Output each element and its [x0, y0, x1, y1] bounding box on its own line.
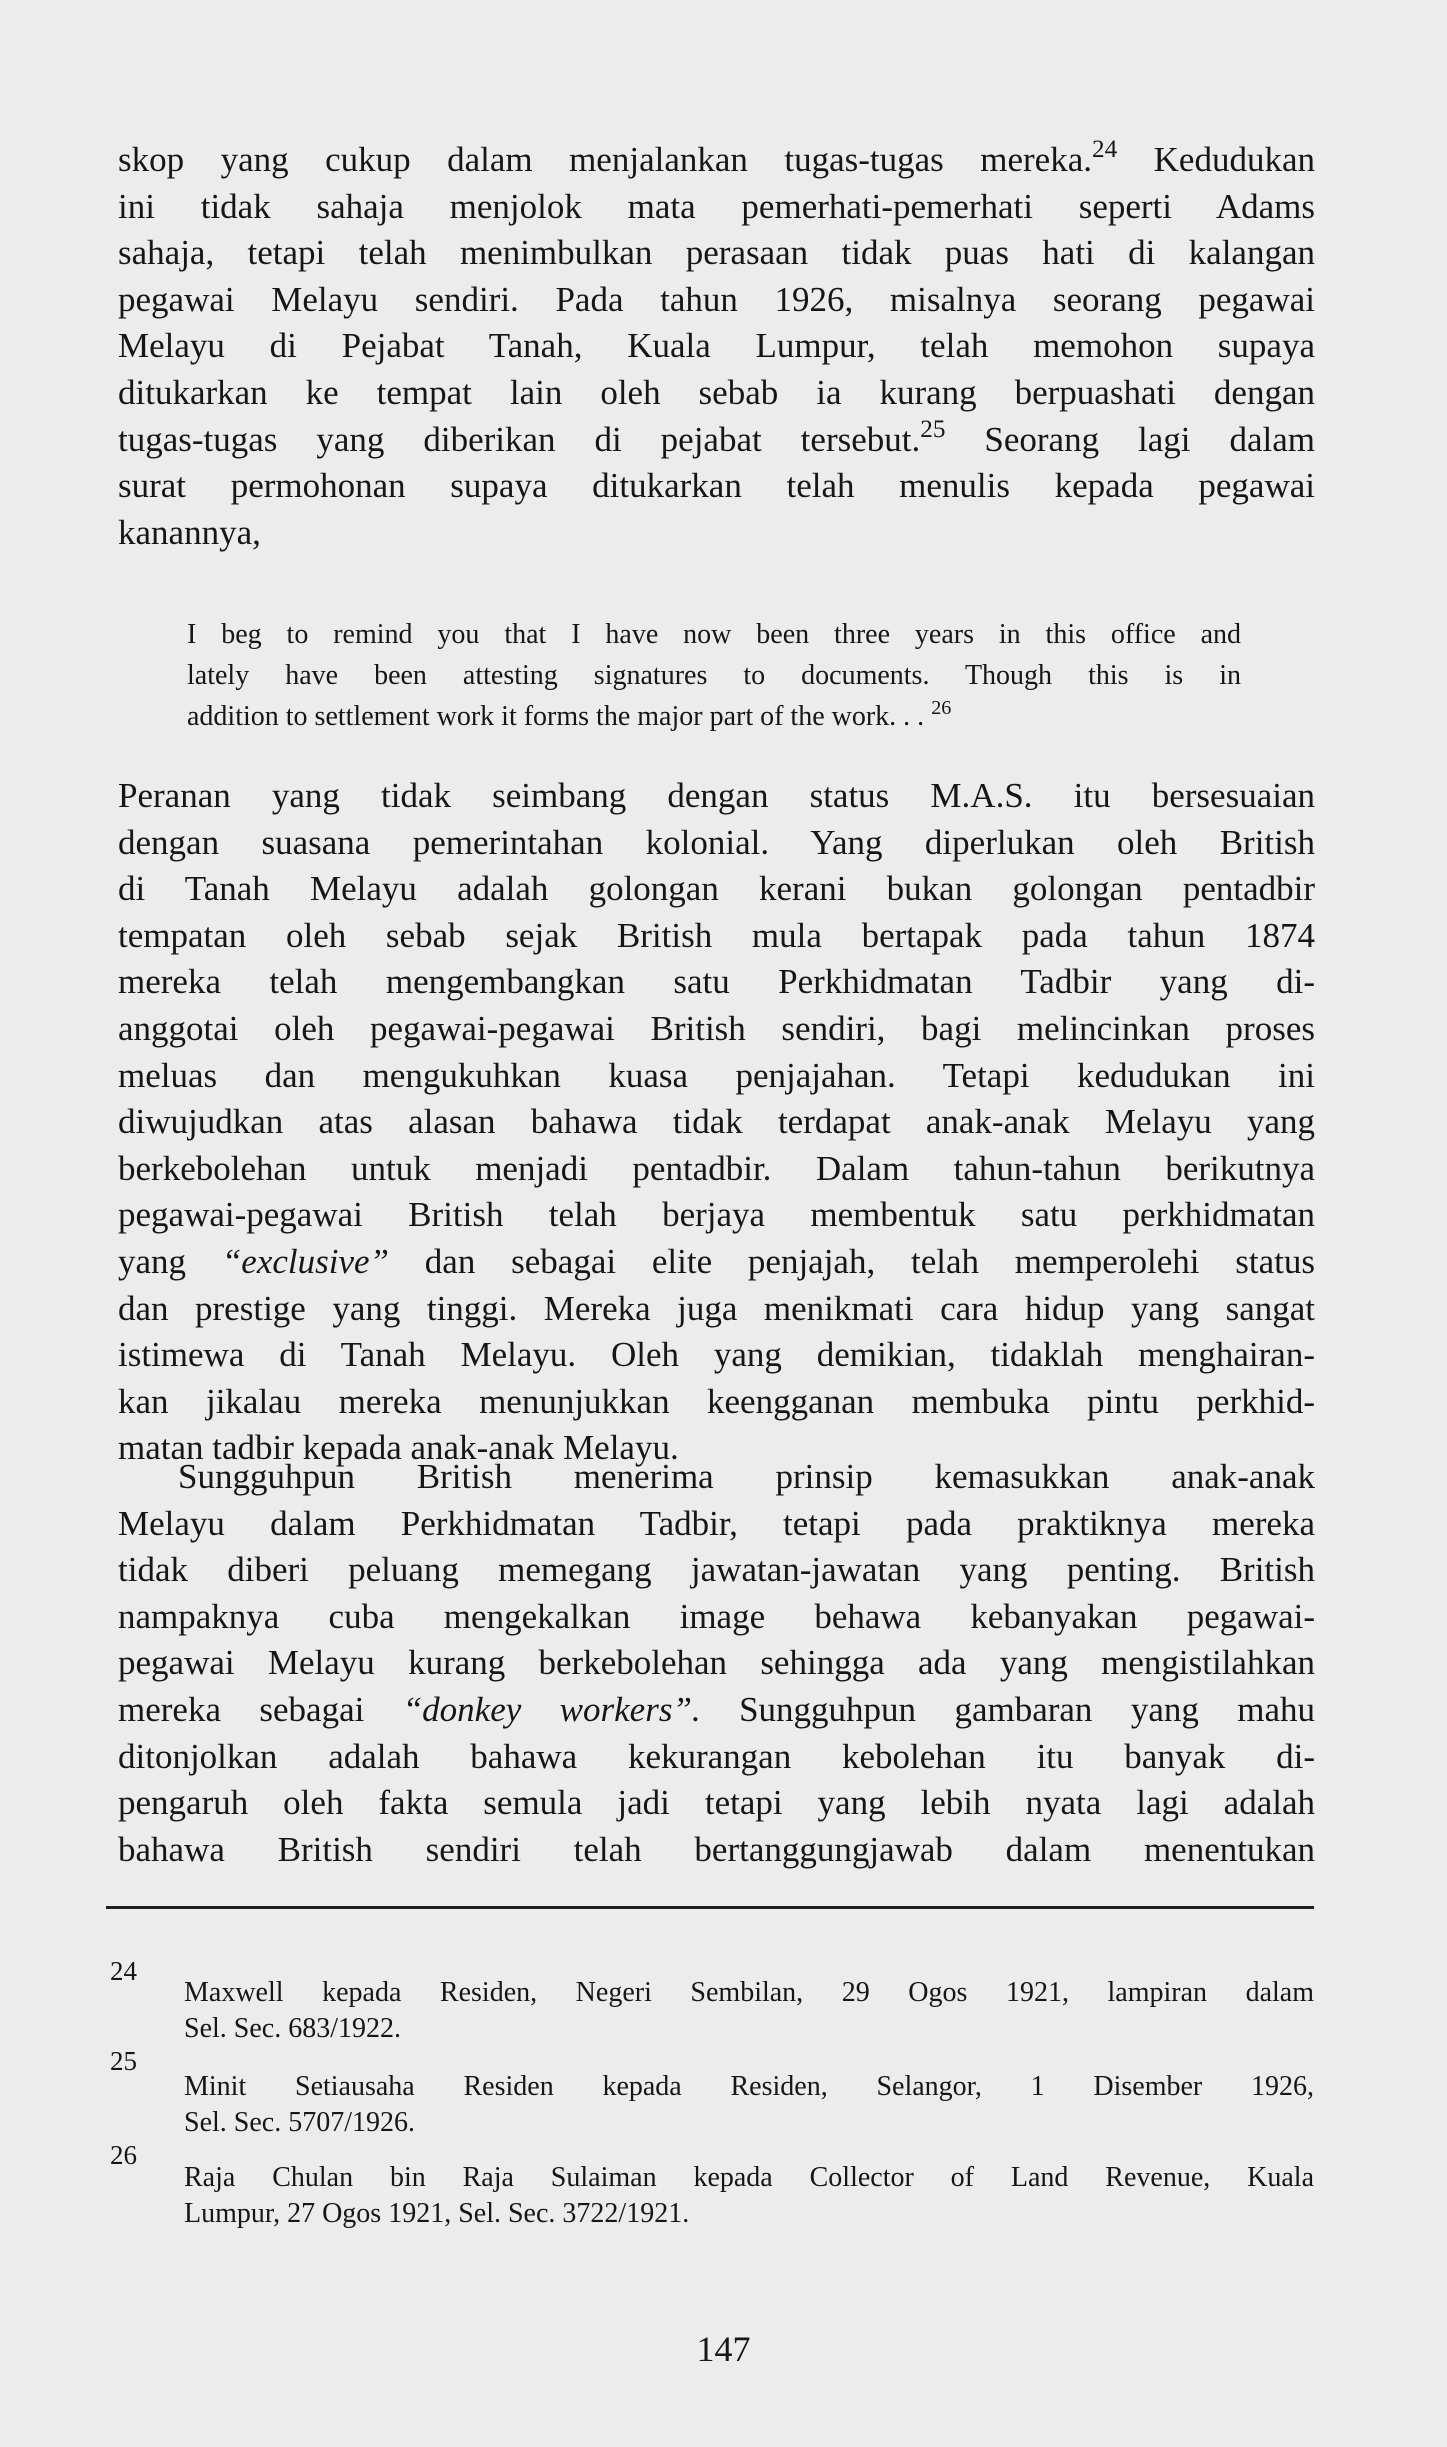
text-line: [118, 230, 1315, 277]
text-line: [118, 1547, 1315, 1594]
footnote-line: Minit Setiausaha Residen kepada Residen, Selangor, 1 Disember 1926,: [184, 2071, 1314, 2102]
footnote-line: Lumpur, 27 Ogos 1921, Sel. Sec. 3722/1921.: [184, 2198, 690, 2229]
text-run: pegawai-pegawai British telah berjaya membentuk satu perkhidmatan: [118, 1195, 1315, 1235]
text-run: kanannya,: [118, 512, 261, 552]
footnote-reference: 24: [1091, 136, 1118, 164]
text-run: skop yang cukup dalam menjalankan tugas-tugas mereka.: [118, 140, 1092, 179]
footnote-number: 24: [110, 1956, 137, 1986]
text-run: Seorang lagi dalam: [945, 419, 1315, 459]
text-run: tugas-tugas yang diberikan di pejabat tersebut.: [118, 419, 921, 459]
paragraph-3: [118, 1454, 1315, 1873]
text-run: nampaknya cuba mengekalkan image behawa kebanyakan pegawai-: [118, 1596, 1315, 1636]
text-run: Peranan yang tidak seimbang dengan status M.A.S. itu bersesuaian: [118, 776, 1315, 815]
paragraph-2: [118, 773, 1315, 1472]
text-run: I beg to remind you that I have now been three years in this office and: [187, 619, 1241, 650]
text-run: pegawai Melayu sendiri. Pada tahun 1926, misalnya seorang pegawai: [118, 279, 1315, 319]
text-run: ini tidak sahaja menjolok mata pemerhati-pemerhati seperti Adams: [118, 186, 1315, 226]
text-line: [118, 463, 1315, 510]
footnote-reference: 25: [920, 415, 946, 443]
text-line: [118, 1780, 1315, 1827]
text-line: [118, 1239, 1315, 1286]
text-line: [118, 1006, 1315, 1053]
text-run: Kedudukan: [1117, 140, 1315, 179]
text-line: [118, 1379, 1315, 1426]
text-run: yang: [118, 1241, 222, 1281]
text-run: berkebolehan untuk menjadi pentadbir. Dalam tahun-tahun berikutnya: [118, 1148, 1315, 1188]
text-line: [118, 820, 1315, 867]
paragraph-1: [118, 137, 1315, 556]
page-number: 147: [696, 2329, 751, 2369]
text-line: [118, 1687, 1315, 1734]
text-run: Melayu dalam Perkhidmatan Tadbir, tetapi pada praktiknya mereka: [118, 1503, 1315, 1543]
text-line: [118, 866, 1315, 913]
footnote-divider: [106, 1906, 1314, 1909]
text-line: [118, 510, 1315, 557]
text-line: [118, 1454, 1315, 1501]
text-line: [187, 614, 1241, 655]
text-run: dengan suasana pemerintahan kolonial. Yang diperlukan oleh British: [118, 822, 1315, 862]
text-run: surat permohonan supaya ditukarkan telah menulis kepada pegawai: [118, 466, 1315, 506]
text-run: Sungguhpun British menerima prinsip kemasukkan anak-anak: [178, 1457, 1315, 1496]
text-line: [118, 1053, 1315, 1100]
text-run: mereka sebagai: [118, 1689, 403, 1729]
text-run: Sungguhpun gambaran yang mahu: [700, 1689, 1316, 1729]
text-run: Melayu di Pejabat Tanah, Kuala Lumpur, telah memohon supaya: [118, 326, 1315, 366]
text-line: [118, 1734, 1315, 1781]
footnote-text: [184, 2160, 1314, 2232]
text-run: dan prestige yang tinggi. Mereka juga menikmati cara hidup yang sangat: [118, 1288, 1315, 1328]
text-line: [118, 1332, 1315, 1379]
text-line: [118, 1286, 1315, 1333]
text-run: sahaja, tetapi telah menimbulkan perasaan tidak puas hati di kalangan: [118, 233, 1315, 273]
text-run: mereka telah mengembangkan satu Perkhidmatan Tadbir yang di-: [118, 962, 1315, 1002]
text-line: [118, 1640, 1315, 1687]
text-run: tidak diberi peluang memegang jawatan-jawatan yang penting. British: [118, 1550, 1315, 1590]
text-line: [118, 417, 1315, 464]
text-run: di Tanah Melayu adalah golongan kerani bukan golongan pentadbir: [118, 869, 1315, 909]
text-line: [187, 696, 1241, 737]
text-line: [118, 773, 1315, 820]
text-run: diwujudkan atas alasan bahawa tidak terdapat anak-anak Melayu yang: [118, 1102, 1315, 1142]
text-line: [118, 1099, 1315, 1146]
text-line: [118, 323, 1315, 370]
text-run: pegawai Melayu kurang berkebolehan sehingga ada yang mengistilahkan: [118, 1643, 1315, 1683]
block-quote: [187, 614, 1241, 737]
text-line: [118, 184, 1315, 231]
text-line: [118, 1192, 1315, 1239]
text-run: kan jikalau mereka menunjukkan keengganan membuka pintu perkhid-: [118, 1381, 1315, 1421]
text-line: [118, 277, 1315, 324]
text-run: ditukarkan ke tempat lain oleh sebab ia kurang berpuashati dengan: [118, 372, 1315, 412]
text-run: istimewa di Tanah Melayu. Oleh yang demikian, tidaklah menghairan-: [118, 1335, 1315, 1375]
text-line: [118, 959, 1315, 1006]
footnote-text: [184, 2069, 1314, 2141]
text-run: meluas dan mengukuhkan kuasa penjajahan. Tetapi kedudukan ini: [118, 1055, 1315, 1095]
text-line: [118, 1827, 1315, 1874]
text-run: bahawa British sendiri telah bertanggungjawab dalam menentukan: [118, 1829, 1315, 1869]
text-run: ditonjolkan adalah bahawa kekurangan kebolehan itu banyak di-: [118, 1736, 1315, 1776]
text-run: pengaruh oleh fakta semula jadi tetapi yang lebih nyata lagi adalah: [118, 1783, 1315, 1823]
footnote-line: Raja Chulan bin Raja Sulaiman kepada Collector of Land Revenue, Kuala: [184, 2162, 1314, 2193]
text-line: [118, 1146, 1315, 1193]
text-run: matan tadbir kepada anak-anak Melayu.: [118, 1428, 679, 1468]
text-run: anggotai oleh pegawai-pegawai British sendiri, bagi melincinkan proses: [118, 1008, 1315, 1048]
footnote-number: 26: [110, 2140, 137, 2170]
footnote-line: Sel. Sec. 683/1922.: [184, 2013, 401, 2044]
footnote-reference: 26: [931, 696, 952, 719]
footnote-text: [184, 1975, 1314, 2047]
footnote-line: Maxwell kepada Residen, Negeri Sembilan, 29 Ogos 1921, lampiran dalam: [184, 1977, 1314, 2008]
text-line: [118, 370, 1315, 417]
footnote-number: 25: [110, 2046, 137, 2076]
italic-text: “exclusive”: [221, 1241, 390, 1281]
text-run: tempatan oleh sebab sejak British mula bertapak pada tahun 1874: [118, 915, 1315, 955]
text-line: [187, 655, 1241, 696]
italic-text: “donkey workers”.: [402, 1689, 701, 1729]
text-run: lately have been attesting signatures to documents. Though this is in: [187, 660, 1241, 691]
text-line: [118, 1594, 1315, 1641]
text-run: addition to settlement work it forms the major part of the work. . .: [187, 701, 932, 732]
text-line: [118, 1501, 1315, 1548]
text-line: [118, 913, 1315, 960]
text-run: dan sebagai elite penjajah, telah memperolehi status: [389, 1241, 1315, 1281]
footnote-line: Sel. Sec. 5707/1926.: [184, 2107, 415, 2138]
text-line: [118, 137, 1315, 184]
